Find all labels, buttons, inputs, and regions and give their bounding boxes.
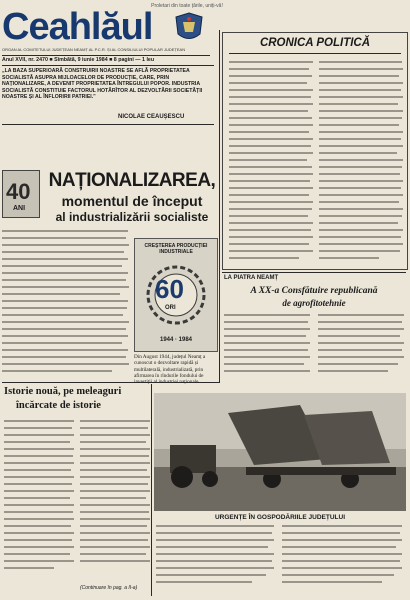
- quote-author: NICOLAE CEAUȘESCU: [118, 114, 185, 120]
- main-headline-line2: momentul de început: [61, 193, 203, 209]
- farm-machinery-photo: [154, 393, 406, 511]
- coat-of-arms-icon: [174, 12, 204, 44]
- badge-label: ANI: [13, 205, 26, 212]
- pravila-body: [224, 312, 406, 378]
- emblem-ori: ORI: [165, 305, 176, 311]
- emblem-years: 1944 · 1984: [159, 337, 193, 343]
- main-article-body-left: [2, 228, 130, 378]
- bottom-left-headline-line2: încărcate de istorie: [16, 400, 101, 411]
- masthead-subtitle: ORGAN AL COMITETULUI JUDEȚEAN NEAMȚ AL P.C.R. ȘI AL CONSILIULUI POPULAR JUDEȚEAN: [2, 47, 186, 52]
- bottom-left-body: [4, 418, 150, 578]
- pravila-kicker: LA PIATRA NEAMȚ: [224, 275, 279, 281]
- leader-quote: „LA BAZA SUPERIOARĂ CONSTRUIRII NOASTRE SE AFLĂ PROPRIETATEA SOCIALISTĂ ASUPRA MIJLOACELOR DE PRODUCȚIE, CARE, PRIN NAȚIONALIZARE, A DEVENIT PROPRIETATEA ÎNTREGULUI POPOR. INDUSTRIA SOCIALISTĂ CONSTITUIE FACTORUL HOTĂRÎTOR AL DEZVOLTĂRII SOCIETĂȚII NOASTRE ȘI AL ÎNFLORIRII PATRIEI.”: [2, 68, 203, 101]
- photo-caption-body: [156, 523, 406, 593]
- emblem-text: CREȘTEREA PRODUCȚIEI INDUSTRIALE: [144, 243, 208, 255]
- pravila-title-line2: de agrofitotehnie: [282, 298, 346, 308]
- anniversary-badge: [2, 170, 40, 218]
- emblem-number: 60: [155, 274, 184, 304]
- main-headline-line3: al industrializării socialiste: [55, 210, 209, 224]
- top-banner: Proletari din toate țările, uniți-vă!: [151, 3, 223, 9]
- photo-caption-title: URGENȚE ÎN GOSPODĂRIILE JUDEȚULUI: [214, 514, 345, 521]
- growth-emblem: [134, 238, 218, 352]
- newspaper-name: Ceahlăul: [2, 6, 153, 48]
- cronica-body-col1: [229, 59, 313, 265]
- pravila-title-line1: A XX-a Consfătuire republicană: [250, 286, 378, 296]
- cronica-box: [222, 32, 408, 270]
- badge-number: 40: [6, 179, 31, 204]
- cronica-body-col2: [319, 59, 403, 265]
- issue-line: Anul XVII, nr. 2470 ■ Sîmbătă, 9 iunie 1984 ■ 8 pagini — 1 leu: [2, 57, 155, 63]
- bottom-left-continuation: (Continuare în pag. a II-a): [80, 585, 138, 591]
- emblem-caption: Din August 1944, județul Neamț a cunoscut o dezvoltare rapidă și multilaterală, industrializată, prin afirmarea în rîndurile fondului de: [134, 354, 206, 379]
- bottom-left-headline-line1: Istorie nouă, pe meleaguri: [4, 386, 122, 397]
- cronica-title: CRONICA POLITICĂ: [259, 37, 371, 49]
- main-headline-line1: NAȚIONALIZAREA,: [48, 170, 216, 191]
